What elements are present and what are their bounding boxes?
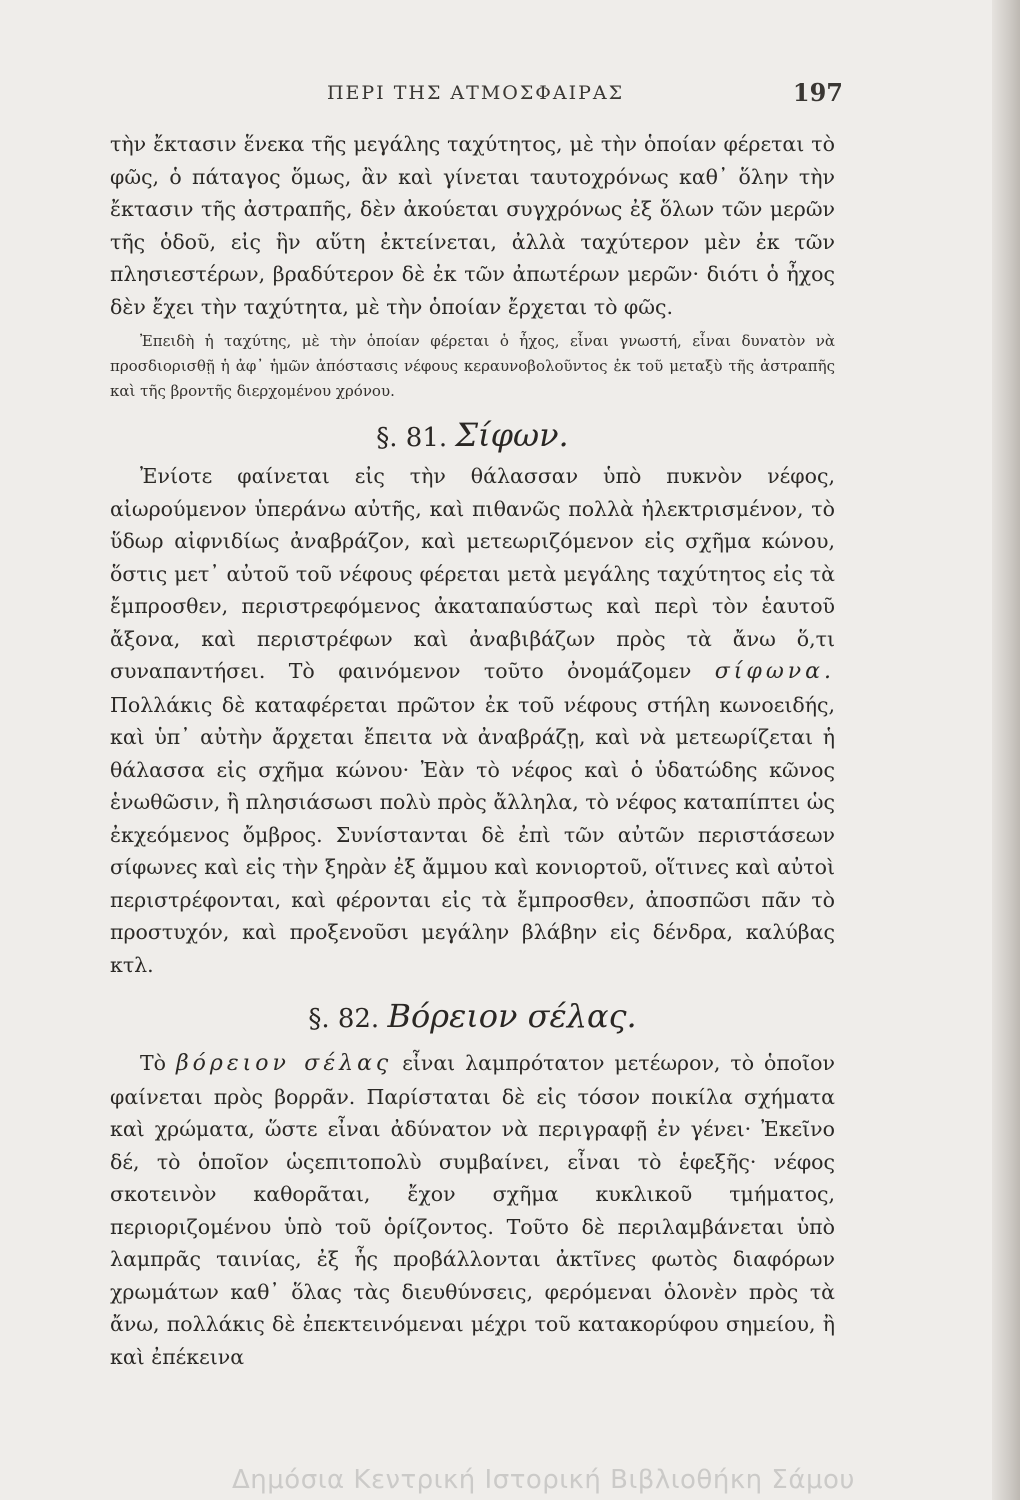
paragraph-text: Τὸ: [140, 1051, 167, 1075]
note-sound-speed: Ἐπειδὴ ἡ ταχύτης, μὲ τὴν ὁποίαν φέρεται ὁ ἦχος, εἶναι γνωστή, εἶναι δυνατὸν νὰ προσδιορισθῇ ἡ ἀφ᾽ ἡμῶν ἀπόστασις νέφους κεραυνοβολοῦντος ἐκ τοῦ μεταξὺ τῆς ἀστραπῆς καὶ τῆς βροντῆς διερχομένου χρόνου.: [110, 332, 835, 400]
section-heading-81: [110, 416, 835, 454]
section-number: §. 82.: [308, 1004, 380, 1034]
section-heading-82: [110, 997, 835, 1035]
library-watermark: Δημόσια Κεντρική Ιστορική Βιβλιοθήκη Σάμου: [232, 1465, 855, 1495]
paragraph-waterspout: [110, 460, 835, 981]
paragraph-lightning: τὴν ἔκτασιν ἕνεκα τῆς μεγάλης ταχύτητος, μὲ τὴν ὁποίαν φέρεται τὸ φῶς, ὁ πάταγος ὅμως, ἂν καὶ γίνεται ταυτοχρόνως καθ᾽ ὅλην τὴν ἔκτασιν τῆς ἀστραπῆς, δὲν ἀκούεται συγχρόνως ἐξ ὅλων τῶν μερῶν τῆς ὁδοῦ, εἰς ἣν αὕτη ἐκτείνεται, ἀλλὰ ταχύτερον μὲν ἐκ τῶν πλησιεστέρων, βραδύτερον δὲ ἐκ τῶν ἀπωτέρων μερῶν· διότι ὁ ἦχος δὲν ἔχει τὴν ταχύτητα, μὲ τὴν ὁποίαν ἔρχεται τὸ φῶς.: [110, 132, 835, 319]
paragraph-text: Πολλάκις δὲ καταφέρεται πρῶτον ἐκ τοῦ νέφους στήλη κωνοειδής, καὶ ὑπ᾽ αὐτὴν ἄρχεται ἔπειτα νὰ ἀναβράζῃ, καὶ νὰ μετεωρίζεται ἡ θάλασσα εἰς σχῆμα κώνου· Ἐὰν τὸ νέφος καὶ ὁ ὑδατώδης κῶνος ἑνωθῶσιν, ἢ πλησιάσωσι πολὺ πρὸς ἄλληλα, τὸ νέφος καταπίπτει ὡς ἐκχεόμενος ὄμβρος. Συνίστανται δὲ ἐπὶ τῶν αὐτῶν περιστάσεων σίφωνες καὶ εἰς τὴν ξηρὰν ἐξ ἄμμου καὶ κονιορτοῦ, οἵτινες καὶ αὐτοὶ περιστρέφονται, καὶ φέρονται εἰς τὰ ἔμπροσθεν, ἀποσπῶσι πᾶν τὸ προστυχόν, καὶ προξενοῦσι μεγάλην βλάβην εἰς δένδρα, καλύβας κτλ.: [110, 692, 835, 977]
page-body: [110, 128, 835, 1373]
emphasized-term: βόρειον σέλας: [175, 1051, 393, 1076]
page-edge-shadow: [992, 0, 1020, 1500]
section-number: §. 81.: [376, 423, 448, 453]
paragraph-aurora: [110, 1047, 835, 1373]
page-header: [108, 78, 843, 116]
paragraph-text: Ἐνίοτε φαίνεται εἰς τὴν θάλασσαν ὑπὸ πυκνὸν νέφος, αἰωρούμενον ὑπεράνω αὐτῆς, καὶ πιθανῶς πολλὰ ἠλεκτρισμένον, τὸ ὕδωρ αἰφνιδίως ἀναβράζον, καὶ μετεωριζόμενον εἰς σχῆμα κώνου, ὅστις μετ᾽ αὐτοῦ τοῦ νέφους φέρεται μετὰ μεγάλης ταχύτητος εἰς τὰ ἔμπροσθεν, περιστρεφόμενος ἀκαταπαύστως καὶ περὶ τὸν ἑαυτοῦ ἄξονα, καὶ περιστρέφων καὶ ἀναβιβάζων πρὸς τὰ ἄνω ὅ,τι συναπαντήσει. Τὸ φαινόμενον τοῦτο ὀνομάζομεν: [110, 464, 835, 683]
emphasized-term: σίφωνα.: [714, 659, 835, 684]
paragraph-text: εἶναι λαμπρότατον μετέωρον, τὸ ὁποῖον φαίνεται πρὸς βορρᾶν. Παρίσταται δὲ εἰς τόσον ποικίλα σχήματα καὶ χρώματα, ὥστε εἶναι ἀδύνατον νὰ περιγραφῇ ἐν γένει· Ἐκεῖνο δέ, τὸ ὁποῖον ὡςεπιτοπολὺ συμβαίνει, εἶναι τὸ ἑφεξῆς· νέφος σκοτεινὸν καθορᾶται, ἔχον σχῆμα κυκλικοῦ τμήματος, περιοριζομένου ὑπὸ τοῦ ὁρίζοντος. Τοῦτο δὲ περιλαμβάνεται ὑπὸ λαμπρᾶς ταινίας, ἐξ ἧς προβάλλονται ἀκτῖνες φωτὸς διαφόρων χρωμάτων καθ᾽ ὅλας τὰς διευθύνσεις, φερόμεναι ὁλονὲν πρὸς τὰ ἄνω, πολλάκις δὲ ἐπεκτεινόμεναι μέχρι τοῦ κατακορύφου σημείου, ἢ καὶ ἐπέκεινα: [110, 1051, 835, 1369]
section-title: Σίφων.: [455, 416, 569, 454]
page-number: 197: [792, 78, 843, 107]
running-head: ΠΕΡΙ ΤΗΣ ΑΤΜΟΣΦΑΙΡΑΣ: [326, 82, 625, 104]
section-title: Βόρειον σέλας.: [387, 997, 637, 1035]
